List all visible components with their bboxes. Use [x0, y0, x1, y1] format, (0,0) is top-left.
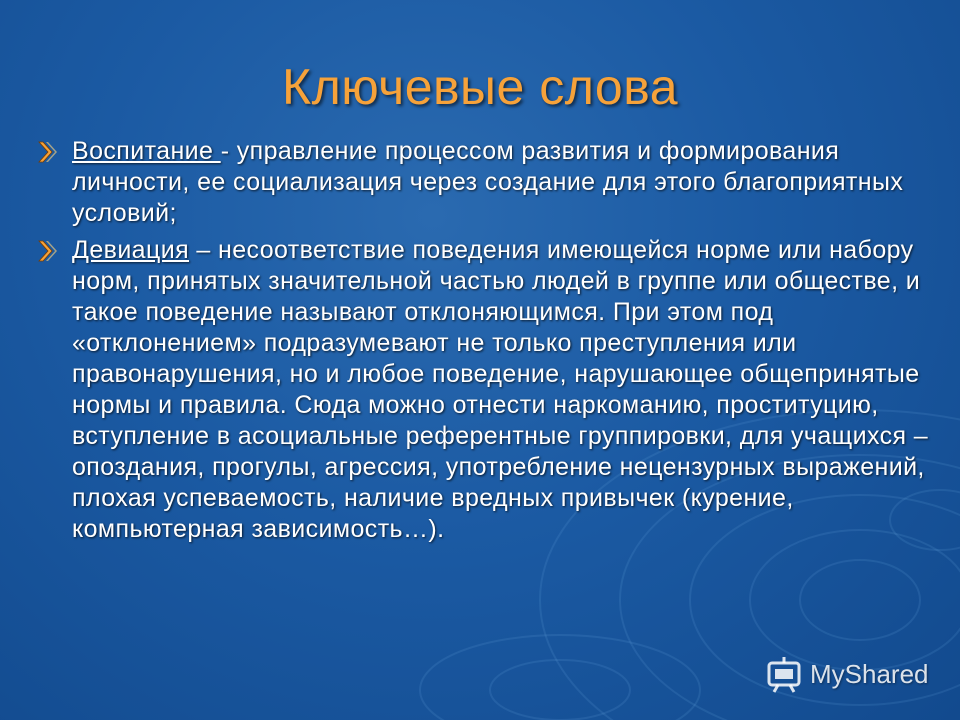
- term-definition: - управление процессом развития и формирования личности, ее социализация через создание для этого благоприятных условий;: [72, 137, 904, 227]
- arrow-bullet-icon: [36, 139, 58, 165]
- watermark-text: MyShared: [810, 658, 929, 689]
- bullet-text: [72, 235, 936, 545]
- bullet-list: [36, 136, 936, 551]
- bullet-item-upbringing: [36, 136, 936, 229]
- bullet-item-deviation: [36, 235, 936, 545]
- slide-title: Ключевые слова: [281, 59, 679, 115]
- term-label: Девиация: [72, 236, 190, 264]
- myshared-logo-icon: [766, 655, 804, 693]
- myshared-watermark: [766, 654, 929, 694]
- term-definition: – несоответствие поведения имеющейся норме или набору норм, принятых значительной частью людей в группе или обществе, и такое поведение называют отклоняющимся. При этом под «отклонением» подразумевают не только преступления или правонарушения, но и любое поведение, нарушающее общепринятые нормы и правила. Сюда можно отнести наркоманию, проституцию, вступление в асоциальные референтные группировки, для учащихся – опоздания, прогулы, агрессия, употребление нецензурных выражений, плохая успеваемость, наличие вредных привычек (курение, компьютерная зависимость…).: [72, 236, 929, 543]
- arrow-bullet-icon: [36, 238, 58, 264]
- bullet-text: [72, 136, 936, 229]
- term-label: Воспитание: [72, 137, 221, 165]
